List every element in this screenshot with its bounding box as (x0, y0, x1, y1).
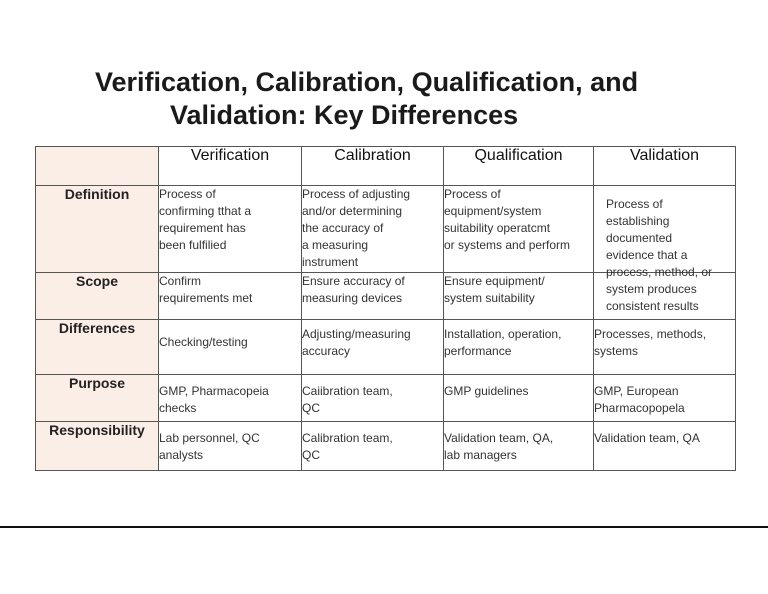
row-header-responsibility: Responsibility (36, 422, 159, 471)
table-cell: Process of equipment/system suitability operatcmt or systems and perform (444, 186, 594, 273)
table-cell: Confirm requirements met (159, 273, 302, 320)
table-cell: Caiibration team, QC (302, 375, 444, 422)
table-cell: Calibration team, QC (302, 422, 444, 471)
table-cell: Lab personnel, QC analysts (159, 422, 302, 471)
table-cell: GMP, Pharmacopeia checks (159, 375, 302, 422)
table-row-purpose (36, 375, 736, 422)
table-cell: Processes, methods, systems (594, 320, 736, 375)
table-cell: Installation, operation, performance (444, 320, 594, 375)
title-line-1: Verification, Calibration, Qualification, and (95, 67, 639, 97)
horizontal-divider (0, 526, 768, 528)
table-cell: Validation team, QA (594, 422, 736, 471)
table-cell: Validation team, QA, lab managers (444, 422, 594, 471)
comparison-table (35, 146, 736, 471)
title-line-2: Validation: Key Differences (170, 100, 519, 130)
row-header-purpose: Purpose (36, 375, 159, 422)
column-header-verification: Verification (159, 147, 302, 186)
table-cell: Adjusting/measuring accuracy (302, 320, 444, 375)
table-row-definition (36, 186, 736, 273)
column-header-validation: Validation (594, 147, 736, 186)
table-cell: Process of confirming tthat a requirement has been fulfilied (159, 186, 302, 273)
table-row-differences (36, 320, 736, 375)
table-cell: GMP, European Pharmacopopela (594, 375, 736, 422)
column-header-qualification: Qualification (444, 147, 594, 186)
table-cell: Ensure accuracy of measuring devices (302, 273, 444, 320)
table-cell: GMP guidelines (444, 375, 594, 422)
table-cell: Process of adjusting and/or determining the accuracy of a measuring instrument (302, 186, 444, 273)
row-header-scope: Scope (36, 273, 159, 320)
column-header-calibration: Calibration (302, 147, 444, 186)
corner-cell (36, 147, 159, 186)
row-header-differences: Differences (36, 320, 159, 375)
validation-definition-text: Process of establishing documented evidence that a process, method, or system produces consistent results (606, 197, 713, 313)
table-cell: Checking/testing (159, 320, 302, 375)
table-row-responsibility (36, 422, 736, 471)
row-header-definition: Definition (36, 186, 159, 273)
table-cell: Ensure equipment/ system suitability (444, 273, 594, 320)
table-header-row (36, 147, 736, 186)
table-cell (594, 186, 736, 313)
